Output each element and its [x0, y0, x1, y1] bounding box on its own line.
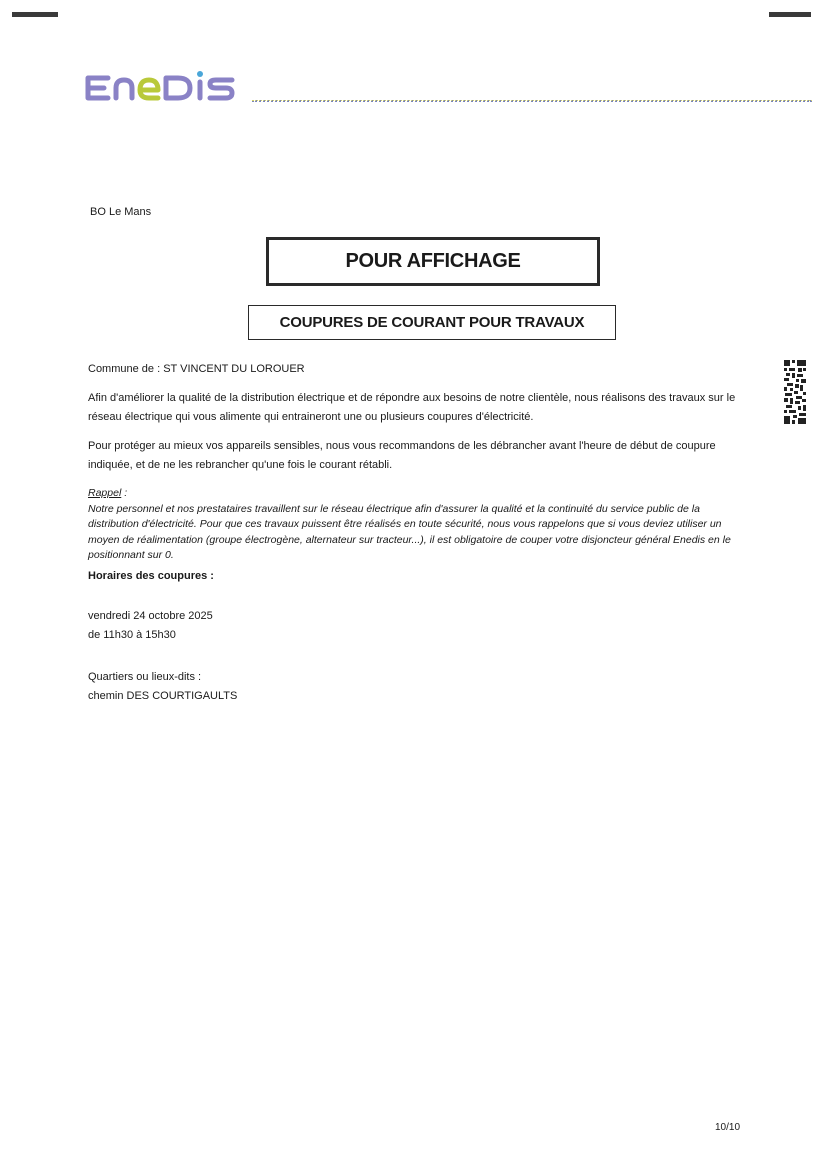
- enedis-logo: [82, 66, 242, 110]
- rappel-title: Rappel: [88, 487, 122, 499]
- rappel-text: Notre personnel et nos prestataires travaillent sur le réseau électrique afin d'assurer la qualité et la continuité du service public de la distribution d'électricité. Pour que ces travaux puissent être réalisés en toute sécurité, nous vous rappelons que si vous deviez utiliser un moyen de réalimentation (groupe électrogène, alternateur sur tracteur...), il est obligatoire de couper votre disjoncteur général Enedis en le positionnant sur 0.: [88, 502, 731, 561]
- schedule-block: [88, 607, 213, 645]
- notice-subtitle: COUPURES DE COURANT POUR TRAVAUX: [279, 314, 585, 331]
- scan-mark-left: [12, 12, 58, 17]
- notice-title: POUR AFFICHAGE: [345, 250, 521, 272]
- paragraph-works: Afin d'améliorer la qualité de la distribution électrique et de répondre aux besoins de notre clientèle, nous réalisons des travaux sur le réseau électrique qui vous alimente qui entraineront une ou plusieurs coupures d'électricité.: [88, 392, 736, 423]
- locations-label: Quartiers ou lieux-dits :: [88, 671, 202, 683]
- paragraph-appliances: Pour protéger au mieux vos appareils sensibles, nous vous recommandons de les débrancher avant l'heure de début de coupure indiquée, et de ne les rebrancher qu'une fois le courant rétabli.: [88, 440, 716, 471]
- scan-mark-right: [769, 12, 811, 17]
- locations-block: [88, 668, 237, 706]
- rappel-block: [88, 486, 748, 564]
- schedule-title: Horaires des coupures :: [88, 570, 214, 582]
- page-number: 10/10: [715, 1122, 741, 1133]
- header-rule: [252, 100, 812, 102]
- schedule-date: vendredi 24 octobre 2025: [88, 610, 213, 622]
- notice-title-box: [266, 237, 600, 286]
- locations-value: chemin DES COURTIGAULTS: [88, 690, 238, 702]
- commune: Commune de : ST VINCENT DU LOROUER: [88, 363, 305, 375]
- rappel-separator: :: [121, 487, 128, 499]
- sender: BO Le Mans: [90, 206, 152, 218]
- notice-subtitle-box: [248, 305, 616, 340]
- schedule-time: de 11h30 à 15h30: [88, 629, 176, 641]
- qr-code: [784, 360, 806, 424]
